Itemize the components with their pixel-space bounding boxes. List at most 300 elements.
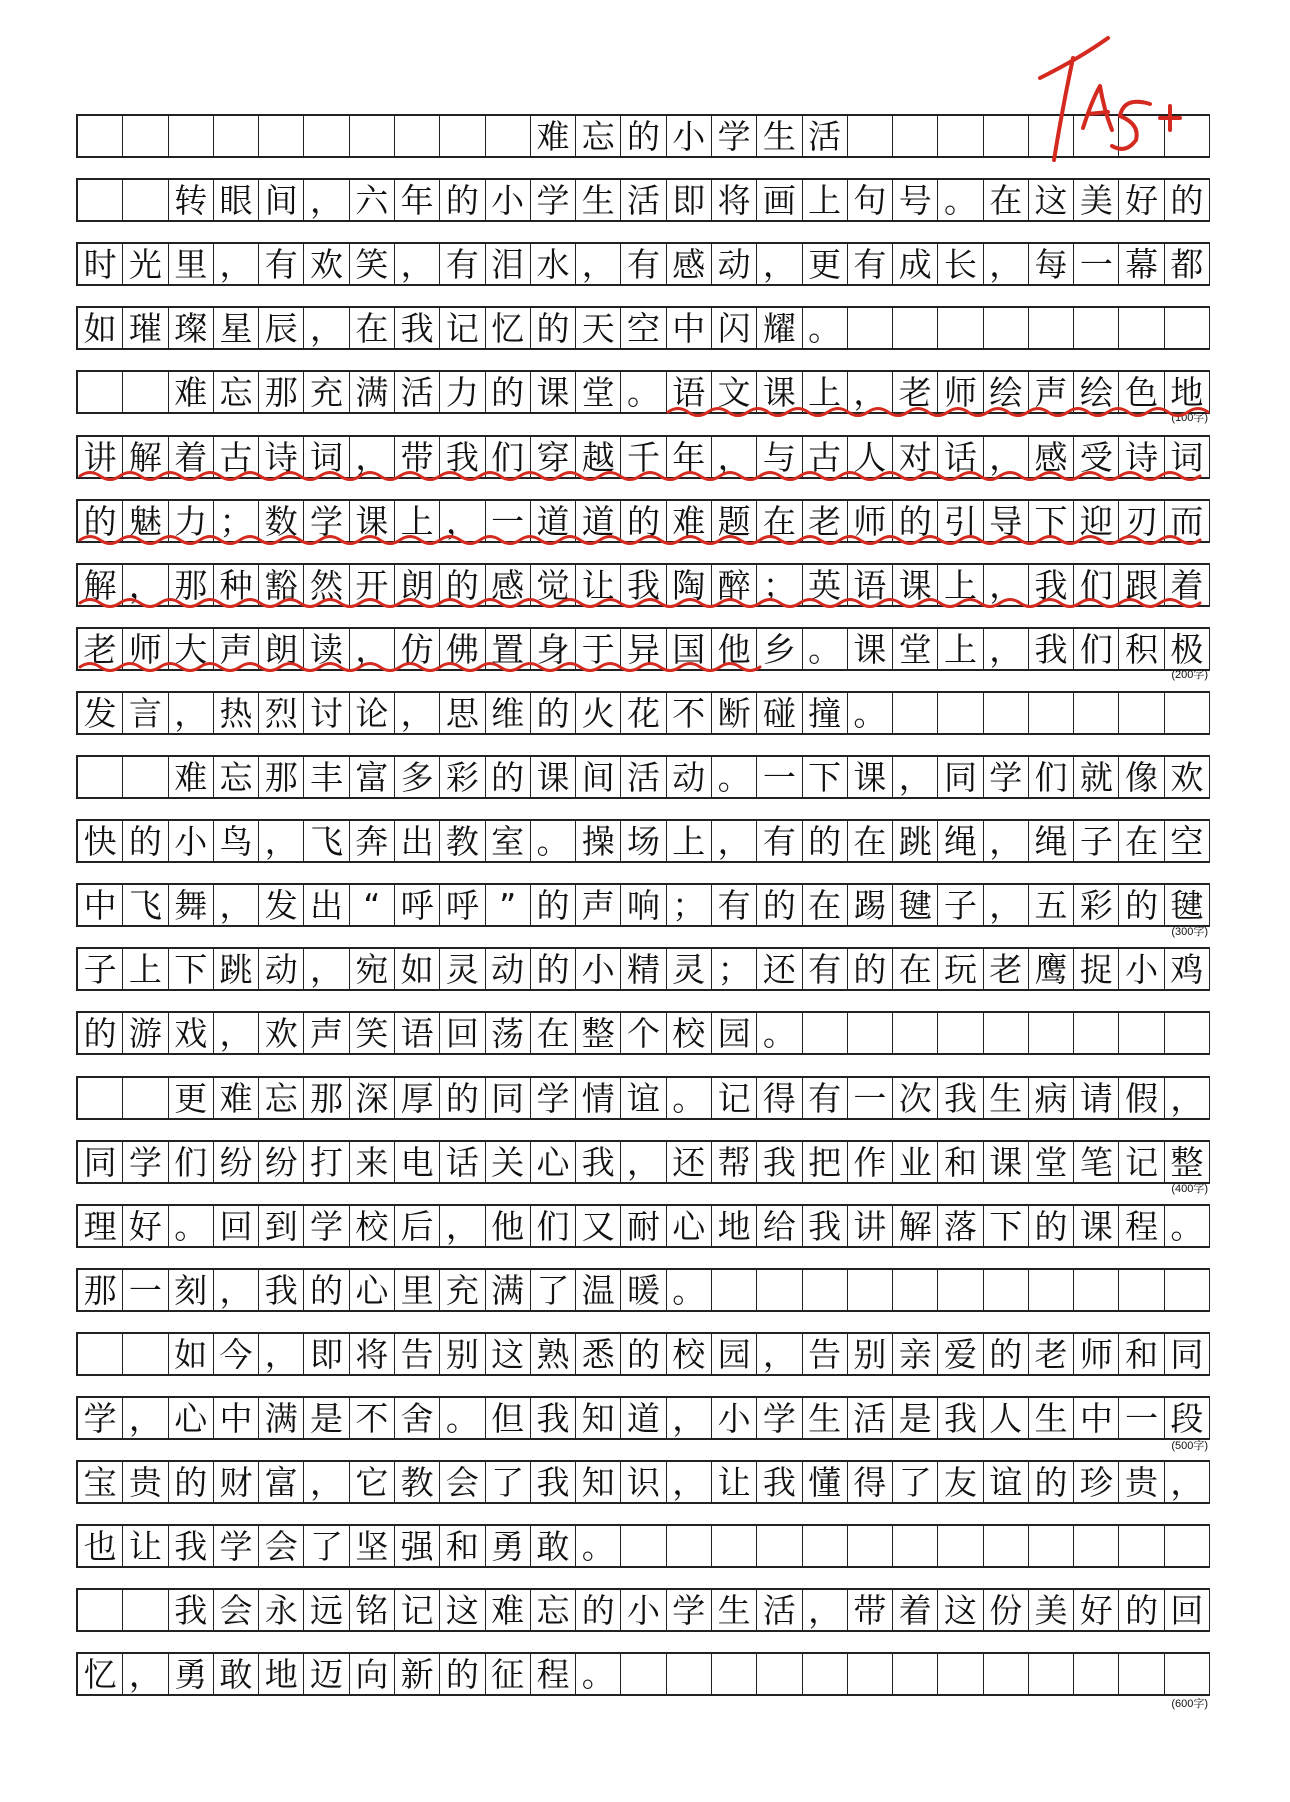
grid-row (76, 1396, 1210, 1440)
grid-cell: 舞 (169, 885, 214, 925)
word-count-100: (100字) (1171, 412, 1208, 424)
grid-row (76, 1011, 1210, 1055)
grid-cell: 置 (486, 629, 531, 669)
grid-cell: 道 (621, 1398, 666, 1438)
grid-cell: 富 (350, 757, 395, 797)
grid-cell (893, 1013, 938, 1053)
grid-cell: 老 (984, 949, 1029, 989)
grid-cell: 我 (259, 1270, 304, 1310)
grid-cell: 灵 (440, 949, 485, 989)
grid-cell: 课 (848, 757, 893, 797)
grid-cell: 们 (1029, 757, 1074, 797)
grid-cell: 热 (214, 693, 259, 733)
grid-cell: 生 (1029, 1398, 1074, 1438)
grid-cell: 将 (712, 180, 757, 220)
grid-cell: 思 (440, 693, 485, 733)
grid-cell: 小 (576, 949, 621, 989)
grid-cell: 绘 (984, 372, 1029, 412)
grid-cell: 校 (350, 1206, 395, 1246)
grid-cell: 如 (78, 308, 123, 348)
grid-cell: ； (757, 565, 802, 605)
grid-row (76, 627, 1210, 671)
grid-cell: 生 (984, 1078, 1029, 1118)
grid-cell: 好 (123, 1206, 168, 1246)
grid-cell: 学 (304, 1206, 349, 1246)
grid-cell: 力 (169, 501, 214, 541)
grid-cell: 的 (486, 757, 531, 797)
grid-cell: 人 (848, 437, 893, 477)
grid-cell: 璨 (169, 308, 214, 348)
grid-cell: “ (350, 885, 395, 925)
grid-cell: 。 (848, 693, 893, 733)
grid-cell: 还 (757, 949, 802, 989)
grid-cell: 。 (667, 1078, 712, 1118)
grid-cell: 空 (1165, 821, 1210, 861)
grid-cell: 如 (395, 949, 440, 989)
grid-cell (938, 1013, 983, 1053)
grid-cell: 心 (531, 1142, 576, 1182)
grid-cell: 穿 (531, 437, 576, 477)
grid-cell: ， (984, 821, 1029, 861)
grid-cell: 种 (214, 565, 259, 605)
grid-cell: 贵 (1119, 1462, 1164, 1502)
grid-cell: 记 (1119, 1142, 1164, 1182)
grid-cell: 一 (1074, 244, 1119, 284)
grid-cell: 让 (712, 1462, 757, 1502)
grid-cell: 玩 (938, 949, 983, 989)
grid-row (76, 1140, 1210, 1184)
grid-cell (1074, 308, 1119, 348)
grid-cell (304, 116, 349, 156)
grid-cell: 有 (621, 244, 666, 284)
grid-cell: 舍 (395, 1398, 440, 1438)
grid-cell: 了 (304, 1526, 349, 1566)
grid-cell: 学 (757, 1398, 802, 1438)
grid-cell: 回 (214, 1206, 259, 1246)
grid-cell: 校 (667, 1334, 712, 1374)
grid-cell: 到 (259, 1206, 304, 1246)
grid-cell: 难 (531, 116, 576, 156)
grid-cell: 谊 (621, 1078, 666, 1118)
grid-cell: 于 (576, 629, 621, 669)
grid-cell: 间 (259, 180, 304, 220)
grid-cell: 游 (123, 1013, 168, 1053)
grid-cell: 跳 (893, 821, 938, 861)
grid-cell: 忘 (259, 1078, 304, 1118)
grid-cell: 读 (304, 629, 349, 669)
grid-cell: 教 (395, 1462, 440, 1502)
grid-cell: 了 (531, 1270, 576, 1310)
grid-cell (123, 1078, 168, 1118)
grid-cell (938, 1270, 983, 1310)
grid-cell: 了 (486, 1462, 531, 1502)
grid-cell (1029, 1270, 1074, 1310)
grid-cell: 关 (486, 1142, 531, 1182)
grid-cell: 温 (576, 1270, 621, 1310)
grid-cell: 懂 (803, 1462, 848, 1502)
grid-cell: 坚 (350, 1526, 395, 1566)
grid-cell: 知 (576, 1462, 621, 1502)
grid-cell: 和 (440, 1526, 485, 1566)
grid-cell: 笔 (1074, 1142, 1119, 1182)
grid-cell: 幕 (1119, 244, 1164, 284)
grid-cell: ， (712, 821, 757, 861)
grid-cell (667, 1526, 712, 1566)
grid-cell: 空 (621, 308, 666, 348)
grid-cell: ， (350, 629, 395, 669)
grid-cell: 老 (803, 501, 848, 541)
grid-cell: 下 (984, 1206, 1029, 1246)
grid-cell: 的 (78, 501, 123, 541)
grid-cell (78, 1334, 123, 1374)
grid-cell (757, 1654, 802, 1694)
grid-cell: 这 (1029, 180, 1074, 220)
grid-cell: ， (214, 1270, 259, 1310)
grid-cell: 回 (440, 1013, 485, 1053)
grid-cell: 生 (712, 1590, 757, 1630)
grid-cell: 的 (1029, 1206, 1074, 1246)
grid-cell: 同 (486, 1078, 531, 1118)
grid-cell: 师 (938, 372, 983, 412)
grid-cell: 上 (395, 501, 440, 541)
word-count-400: (400字) (1171, 1183, 1208, 1195)
grid-cell: 耐 (621, 1206, 666, 1246)
grid-cell: ， (984, 565, 1029, 605)
grid-row (76, 306, 1210, 350)
grid-row (76, 242, 1210, 286)
grid-cell: 水 (531, 244, 576, 284)
grid-cell (1165, 693, 1210, 733)
grid-cell: 课 (757, 372, 802, 412)
grid-cell: 们 (169, 1142, 214, 1182)
grid-cell: 呼 (440, 885, 485, 925)
grid-cell: ， (214, 885, 259, 925)
grid-cell: 中 (1074, 1398, 1119, 1438)
grid-cell: 讲 (78, 437, 123, 477)
grid-cell: 铭 (350, 1590, 395, 1630)
grid-cell: 来 (350, 1142, 395, 1182)
grid-cell: 话 (938, 437, 983, 477)
grid-cell: 记 (440, 308, 485, 348)
grid-cell (1074, 1526, 1119, 1566)
grid-cell: 灵 (667, 949, 712, 989)
grid-cell: 道 (531, 501, 576, 541)
grid-row (76, 499, 1210, 543)
grid-cell: 一 (123, 1270, 168, 1310)
grid-cell: 诗 (259, 437, 304, 477)
grid-cell: 眼 (214, 180, 259, 220)
grid-cell (984, 1270, 1029, 1310)
grid-cell (712, 1654, 757, 1694)
grid-cell: ， (440, 501, 485, 541)
grid-cell: ， (984, 244, 1029, 284)
grid-cell: 难 (667, 501, 712, 541)
grid-cell: 别 (440, 1334, 485, 1374)
word-count-600: (600字) (1171, 1698, 1208, 1710)
grid-cell: 有 (757, 821, 802, 861)
grid-cell: 上 (938, 629, 983, 669)
grid-cell: ， (123, 1654, 168, 1694)
grid-cell: 多 (395, 757, 440, 797)
grid-cell: 那 (259, 372, 304, 412)
grid-cell: 而 (1165, 501, 1210, 541)
grid-cell: 年 (395, 180, 440, 220)
grid-cell (1165, 1526, 1210, 1566)
grid-cell: 整 (576, 1013, 621, 1053)
grid-cell: 学 (78, 1398, 123, 1438)
grid-cell: 着 (1165, 565, 1210, 605)
grid-cell: ， (395, 693, 440, 733)
grid-cell: ， (259, 1334, 304, 1374)
grid-cell: 陶 (667, 565, 712, 605)
grid-cell: 上 (803, 180, 848, 220)
grid-cell: 在 (757, 501, 802, 541)
grid-cell: 踢 (848, 885, 893, 925)
grid-cell: 就 (1074, 757, 1119, 797)
grid-cell: 小 (486, 180, 531, 220)
grid-cell: 告 (803, 1334, 848, 1374)
grid-cell: 堂 (893, 629, 938, 669)
grid-cell: 这 (486, 1334, 531, 1374)
grid-cell: 快 (78, 821, 123, 861)
grid-cell: 不 (350, 1398, 395, 1438)
grid-cell: 人 (984, 1398, 1029, 1438)
grid-cell: 。 (1165, 1206, 1210, 1246)
grid-cell: 了 (893, 1462, 938, 1502)
grid-cell: ， (757, 1334, 802, 1374)
grid-cell: 带 (395, 437, 440, 477)
grid-cell: 我 (1029, 565, 1074, 605)
grid-cell: 转 (169, 180, 214, 220)
grid-cell: 英 (803, 565, 848, 605)
grid-cell: 异 (621, 629, 666, 669)
grid-cell: 整 (1165, 1142, 1210, 1182)
grid-cell: 。 (440, 1398, 485, 1438)
grid-cell: 彩 (440, 757, 485, 797)
grid-cell: 谊 (984, 1462, 1029, 1502)
grid-cell: 在 (984, 180, 1029, 220)
grid-cell: 着 (893, 1590, 938, 1630)
grid-cell: 。 (757, 1013, 802, 1053)
grid-row (76, 1268, 1210, 1312)
grid-cell: 课 (984, 1142, 1029, 1182)
grid-cell: 老 (1029, 1334, 1074, 1374)
grid-cell: 作 (848, 1142, 893, 1182)
grid-cell: 课 (531, 757, 576, 797)
grid-cell (893, 693, 938, 733)
grid-cell: 绳 (938, 821, 983, 861)
grid-cell: 同 (78, 1142, 123, 1182)
grid-cell: ； (712, 949, 757, 989)
grid-cell: 和 (1119, 1334, 1164, 1374)
grid-cell: 我 (1029, 629, 1074, 669)
grid-cell: ， (214, 244, 259, 284)
grid-cell (893, 1526, 938, 1566)
grid-cell: 星 (214, 308, 259, 348)
grid-cell (938, 116, 983, 156)
grid-cell: 园 (712, 1334, 757, 1374)
grid-cell: 小 (712, 1398, 757, 1438)
grid-cell: 的 (123, 821, 168, 861)
grid-cell (1029, 1526, 1074, 1566)
grid-cell: 们 (486, 437, 531, 477)
grid-cell: 动 (712, 244, 757, 284)
grid-cell: 然 (304, 565, 349, 605)
grid-cell: 让 (576, 565, 621, 605)
grid-cell: 讨 (304, 693, 349, 733)
grid-cell (1165, 116, 1210, 156)
grid-cell: 的 (757, 885, 802, 925)
grid-cell (1119, 1270, 1164, 1310)
grid-cell: ， (667, 1398, 712, 1438)
grid-cell: 悉 (576, 1334, 621, 1374)
grid-cell: 里 (395, 1270, 440, 1310)
grid-cell: 璀 (123, 308, 168, 348)
grid-cell: 我 (757, 1462, 802, 1502)
grid-cell: 豁 (259, 565, 304, 605)
grid-cell: ， (214, 1013, 259, 1053)
grid-row (76, 370, 1210, 414)
grid-cell: 美 (1029, 1590, 1074, 1630)
grid-cell: 如 (169, 1334, 214, 1374)
grid-cell: 戏 (169, 1013, 214, 1053)
grid-cell: 论 (350, 693, 395, 733)
grid-cell: 满 (486, 1270, 531, 1310)
grid-cell: 带 (848, 1590, 893, 1630)
grid-cell: 场 (621, 821, 666, 861)
grid-cell: 的 (893, 501, 938, 541)
grid-cell: 心 (667, 1206, 712, 1246)
grid-cell (1119, 116, 1164, 156)
grid-cell (893, 1654, 938, 1694)
grid-cell: 出 (304, 885, 349, 925)
grid-cell: 小 (621, 1590, 666, 1630)
grid-cell: 的 (621, 501, 666, 541)
grid-cell: 老 (78, 629, 123, 669)
grid-cell: 。 (712, 757, 757, 797)
grid-cell: 跟 (1119, 565, 1164, 605)
grid-cell: 发 (78, 693, 123, 733)
grid-cell (1074, 1013, 1119, 1053)
grid-cell: 词 (1165, 437, 1210, 477)
grid-cell: 声 (304, 1013, 349, 1053)
grid-cell: 动 (667, 757, 712, 797)
grid-cell: 活 (621, 180, 666, 220)
grid-cell: 开 (350, 565, 395, 605)
grid-cell: 解 (123, 437, 168, 477)
grid-cell: 亲 (893, 1334, 938, 1374)
word-count-200: (200字) (1171, 669, 1208, 681)
grid-cell: 诗 (1119, 437, 1164, 477)
grid-cell: 对 (893, 437, 938, 477)
grid-cell: 的 (1119, 885, 1164, 925)
grid-cell: 难 (169, 372, 214, 412)
grid-cell (214, 116, 259, 156)
grid-cell: 荡 (486, 1013, 531, 1053)
grid-cell: 受 (1074, 437, 1119, 477)
grid-cell: 文 (712, 372, 757, 412)
grid-cell (1074, 1270, 1119, 1310)
grid-cell: 的 (1029, 1462, 1074, 1502)
grid-cell: 一 (848, 1078, 893, 1118)
grid-cell: 告 (395, 1334, 440, 1374)
grid-cell: 中 (667, 308, 712, 348)
grid-cell: 小 (169, 821, 214, 861)
grid-cell: 今 (214, 1334, 259, 1374)
grid-cell: 在 (350, 308, 395, 348)
grid-cell (123, 180, 168, 220)
grid-cell: 响 (621, 885, 666, 925)
grid-cell: 我 (531, 1462, 576, 1502)
grid-cell: 中 (78, 885, 123, 925)
grid-cell: 别 (848, 1334, 893, 1374)
grid-cell: 刃 (1119, 501, 1164, 541)
grid-cell: 。 (576, 1654, 621, 1694)
grid-cell: 忘 (214, 757, 259, 797)
grid-cell: 有 (803, 949, 848, 989)
grid-cell: 的 (531, 885, 576, 925)
grid-cell: 和 (938, 1142, 983, 1182)
grid-cell: ， (712, 437, 757, 477)
grid-cell (984, 116, 1029, 156)
grid-cell: 着 (169, 437, 214, 477)
grid-cell: 学 (984, 757, 1029, 797)
grid-cell: 耀 (757, 308, 802, 348)
grid-cell: 在 (531, 1013, 576, 1053)
grid-cell (893, 1270, 938, 1310)
grid-cell: 感 (486, 565, 531, 605)
grid-cell: 也 (78, 1526, 123, 1566)
grid-cell: 在 (848, 821, 893, 861)
grid-cell: 飞 (123, 885, 168, 925)
grid-row (76, 691, 1210, 735)
grid-cell: 五 (1029, 885, 1074, 925)
grid-cell: 们 (1074, 565, 1119, 605)
grid-cell: ” (486, 885, 531, 925)
grid-cell: 的 (440, 1654, 485, 1694)
grid-cell: 堂 (1029, 1142, 1074, 1182)
grid-cell: 那 (304, 1078, 349, 1118)
score-text: TAS+ (1120, 152, 1123, 153)
grid-cell: 有 (712, 885, 757, 925)
grid-cell: 下 (169, 949, 214, 989)
grid-cell (1074, 116, 1119, 156)
grid-cell (984, 1013, 1029, 1053)
grid-cell: 难 (486, 1590, 531, 1630)
grid-cell: 小 (667, 116, 712, 156)
grid-cell: 生 (803, 1398, 848, 1438)
grid-cell: 的 (621, 1334, 666, 1374)
grid-cell (848, 308, 893, 348)
grid-cell (1119, 1654, 1164, 1694)
grid-cell: ， (984, 629, 1029, 669)
grid-cell: 毽 (1165, 885, 1210, 925)
grid-cell: 的 (531, 308, 576, 348)
grid-cell: 的 (984, 1334, 1029, 1374)
grid-cell (984, 1654, 1029, 1694)
grid-cell: 会 (440, 1462, 485, 1502)
grid-cell: 回 (1165, 1590, 1210, 1630)
grid-cell: 堂 (576, 372, 621, 412)
grid-cell: ， (984, 437, 1029, 477)
grid-cell: 。 (576, 1526, 621, 1566)
grid-cell: 个 (621, 1013, 666, 1053)
grid-cell: 在 (1119, 821, 1164, 861)
grid-cell: 强 (395, 1526, 440, 1566)
grid-cell: 那 (259, 757, 304, 797)
grid-cell (123, 1334, 168, 1374)
grid-cell: 生 (576, 180, 621, 220)
